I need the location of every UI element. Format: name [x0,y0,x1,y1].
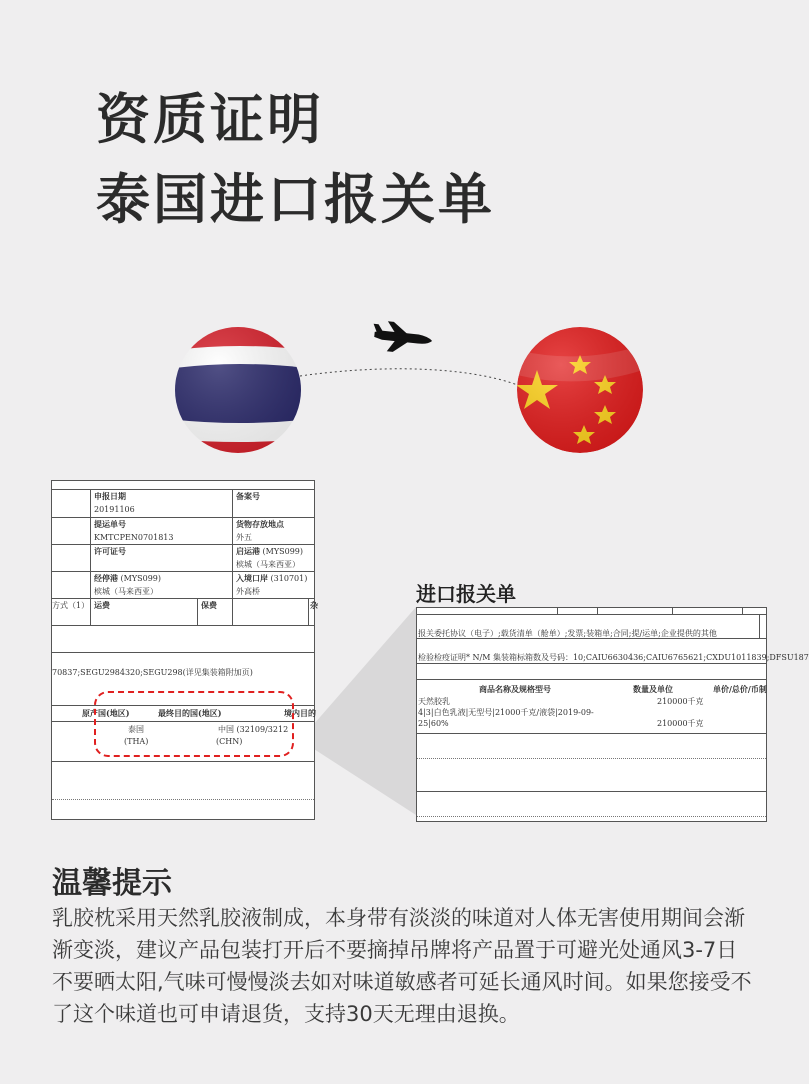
customs-form-zoom [416,607,809,822]
transit-port-code: (MYS099) [120,574,162,583]
tip-title: 温馨提示 [52,866,172,901]
tip-body: 乳胶枕采用天然乳胶液制成，本身带有淡淡的味道对人体无害使用期间会渐渐变淡，建议产品包装打开后不要摘掉吊牌将产品置于可避光处通风3-7日不要晒太阳,气味可慢慢淡去如对味道敏感者可延长通风时间。如果您接受不了这个味道也可申请退货，支持30天无理由退换。 [52,906,752,1026]
col-price-label: 单价/总价/币制 [713,684,767,694]
origin-code: (THA) [124,737,149,746]
customs-form-excerpt [51,480,318,820]
license-label: 许可证号 [94,546,126,556]
qty-2: 210000千克 [657,719,704,728]
container-line: 70837;SEGU2984320;SEGU298(详见集装箱附加页) [52,668,253,677]
depart-port-label: 启运港 [236,546,260,556]
docs-line: 报关委托协议（电子）;载货清单（舱单）;发票;装箱单;合同;提/运单;企业提供的其他 [418,629,717,638]
entry-port-code: (310701) [270,574,308,583]
mode-label: 方式（1） [52,601,90,610]
item-spec-cont: 25|60% [418,719,449,728]
bill-no: KMTCPEN0701813 [94,533,174,542]
entry-port-label: 入境口岸 [236,573,268,583]
origin-country: 泰国 [128,725,144,734]
doc-label: 进口报关单 [416,582,516,606]
flight-graphic [160,310,660,460]
thailand-flag [160,310,320,470]
transit-port-label: 经停港 [94,573,118,583]
item-name: 天然胶乳 [418,697,450,706]
record-no-label: 备案号 [236,491,260,501]
page-title: 资质证明 [96,88,324,151]
inspection-line: 检验检疫证明* N/M 集装箱标箱数及号码：10;CAIU6630436;CAIU6765621;CXDU1011839;DFSU187 [418,653,809,662]
depart-port-code: (MYS099) [262,547,304,556]
storage-label: 货物存放地点 [236,519,284,529]
misc-label: 杂 [310,600,318,610]
highlight-box [94,691,294,757]
item-spec: 4|3|白色乳液|无型号|21000千克/液袋|2019-09- [418,708,594,717]
china-flag [516,327,643,453]
bill-no-label: 提运单号 [94,519,126,529]
dest-country: 中国 (32109/3212 [218,725,289,734]
insurance-label: 保费 [201,600,217,610]
page-subtitle: 泰国进口报关单 [96,168,495,231]
transit-port-name: 槟城（马来西亚） [94,587,158,596]
zoom-connector [300,600,420,820]
declare-date-label: 申报日期 [94,491,126,501]
domestic-label: 境内目的 [284,708,316,718]
col-name-label: 商品名称及规格型号 [479,684,551,694]
entry-port-name: 外高桥 [236,587,260,596]
storage: 外五 [236,533,252,542]
col-qty-label: 数量及单位 [633,684,673,694]
airplane-icon [371,320,434,356]
freight-label: 运费 [94,600,110,610]
depart-port-name: 槟城（马来西亚） [236,560,300,569]
dest-code: (CHN) [216,737,243,746]
origin-country-label: 原产国(地区) [82,708,130,718]
declare-date: 20191106 [94,505,135,514]
qty-1: 210000千克 [657,697,704,706]
dest-country-label: 最终目的国(地区) [158,708,222,718]
